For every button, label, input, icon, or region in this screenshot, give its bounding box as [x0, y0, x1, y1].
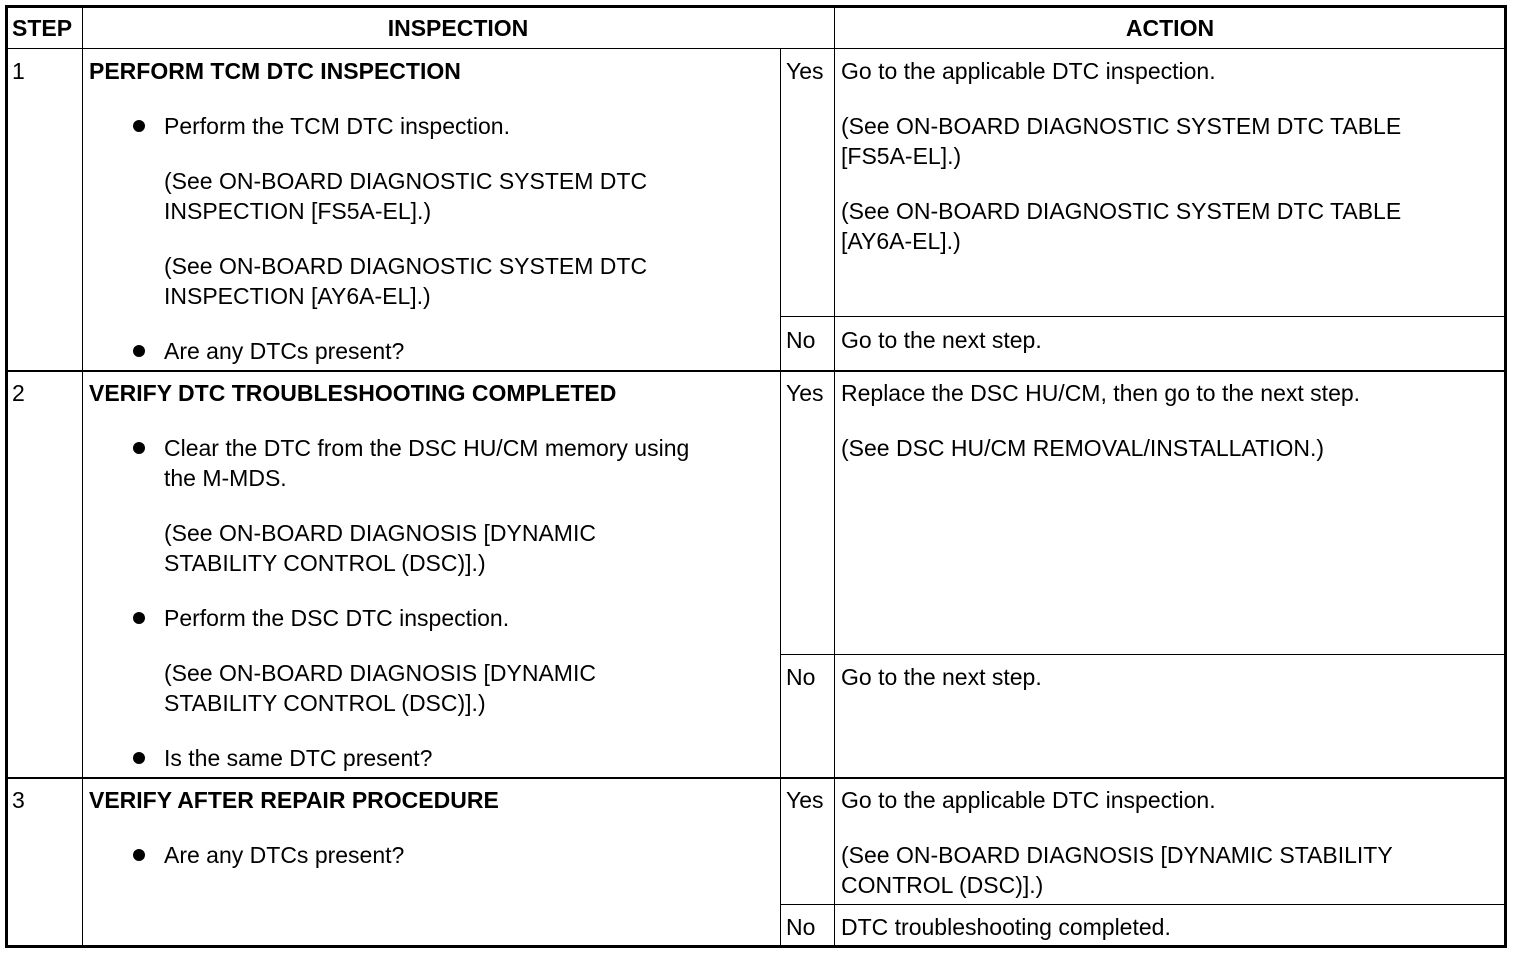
no-action: Go to the next step.	[841, 664, 1042, 690]
action-reference: [FS5A-EL].)	[841, 143, 962, 169]
step-title-2: VERIFY DTC TROUBLESHOOTING COMPLETED	[89, 380, 617, 406]
inspection-bullet: Perform the TCM DTC inspection.	[164, 113, 510, 139]
yes-action: Go to the applicable DTC inspection.	[841, 58, 1216, 84]
row-divider-2	[5, 777, 1507, 779]
result-column-divider	[780, 48, 781, 948]
inspection-bullet: Are any DTCs present?	[164, 338, 405, 364]
bullet-icon	[133, 752, 145, 764]
inspection-bullet: Perform the DSC DTC inspection.	[164, 605, 510, 631]
inspection-reference: (See ON-BOARD DIAGNOSIS [DYNAMIC	[164, 520, 596, 546]
bullet-icon	[133, 442, 145, 454]
bullet-icon	[133, 120, 145, 132]
inspection-bullet: Clear the DTC from the DSC HU/CM memory using	[164, 435, 690, 461]
step-title-3: VERIFY AFTER REPAIR PROCEDURE	[89, 787, 499, 813]
action-reference: (See ON-BOARD DIAGNOSTIC SYSTEM DTC TABLE	[841, 113, 1402, 139]
inspection-reference: (See ON-BOARD DIAGNOSTIC SYSTEM DTC	[164, 168, 648, 194]
yes-label: Yes	[786, 380, 824, 406]
yes-no-divider-3	[780, 904, 1507, 905]
yes-no-divider-2	[780, 654, 1507, 655]
no-action: Go to the next step.	[841, 327, 1042, 353]
step-number-1: 1	[12, 58, 25, 84]
action-reference: CONTROL (DSC)].)	[841, 872, 1044, 898]
no-label: No	[786, 914, 816, 940]
step-number-3: 3	[12, 787, 25, 813]
action-reference: [AY6A-EL].)	[841, 228, 961, 254]
yes-action: Go to the applicable DTC inspection.	[841, 787, 1216, 813]
inspection-reference: INSPECTION [AY6A-EL].)	[164, 283, 431, 309]
inspection-bullet: Is the same DTC present?	[164, 745, 433, 771]
no-label: No	[786, 327, 816, 353]
action-reference: (See ON-BOARD DIAGNOSIS [DYNAMIC STABILITY	[841, 842, 1393, 868]
bullet-icon	[133, 612, 145, 624]
action-reference: (See DSC HU/CM REMOVAL/INSTALLATION.)	[841, 435, 1325, 461]
bullet-icon	[133, 849, 145, 861]
no-action: DTC troubleshooting completed.	[841, 914, 1171, 940]
yes-label: Yes	[786, 787, 824, 813]
yes-action: Replace the DSC HU/CM, then go to the next step.	[841, 380, 1361, 406]
inspection-bullet: Are any DTCs present?	[164, 842, 405, 868]
step-title-1: PERFORM TCM DTC INSPECTION	[89, 58, 461, 84]
row-divider-1	[5, 370, 1507, 372]
inspection-reference: (See ON-BOARD DIAGNOSTIC SYSTEM DTC	[164, 253, 648, 279]
inspection-reference: INSPECTION [FS5A-EL].)	[164, 198, 432, 224]
step-number-2: 2	[12, 380, 25, 406]
header-divider	[5, 48, 1507, 49]
step-column-divider	[82, 5, 83, 948]
header-step: STEP	[12, 15, 73, 41]
inspection-reference: STABILITY CONTROL (DSC)].)	[164, 690, 486, 716]
bullet-icon	[133, 345, 145, 357]
header-action: ACTION	[1125, 15, 1215, 41]
no-label: No	[786, 664, 816, 690]
action-reference: (See ON-BOARD DIAGNOSTIC SYSTEM DTC TABLE	[841, 198, 1402, 224]
yes-label: Yes	[786, 58, 824, 84]
inspection-bullet: the M-MDS.	[164, 465, 287, 491]
inspection-reference: (See ON-BOARD DIAGNOSIS [DYNAMIC	[164, 660, 596, 686]
inspection-reference: STABILITY CONTROL (DSC)].)	[164, 550, 486, 576]
header-inspection: INSPECTION	[387, 15, 529, 41]
yes-no-divider-1	[780, 316, 1507, 317]
action-column-divider	[834, 5, 835, 948]
